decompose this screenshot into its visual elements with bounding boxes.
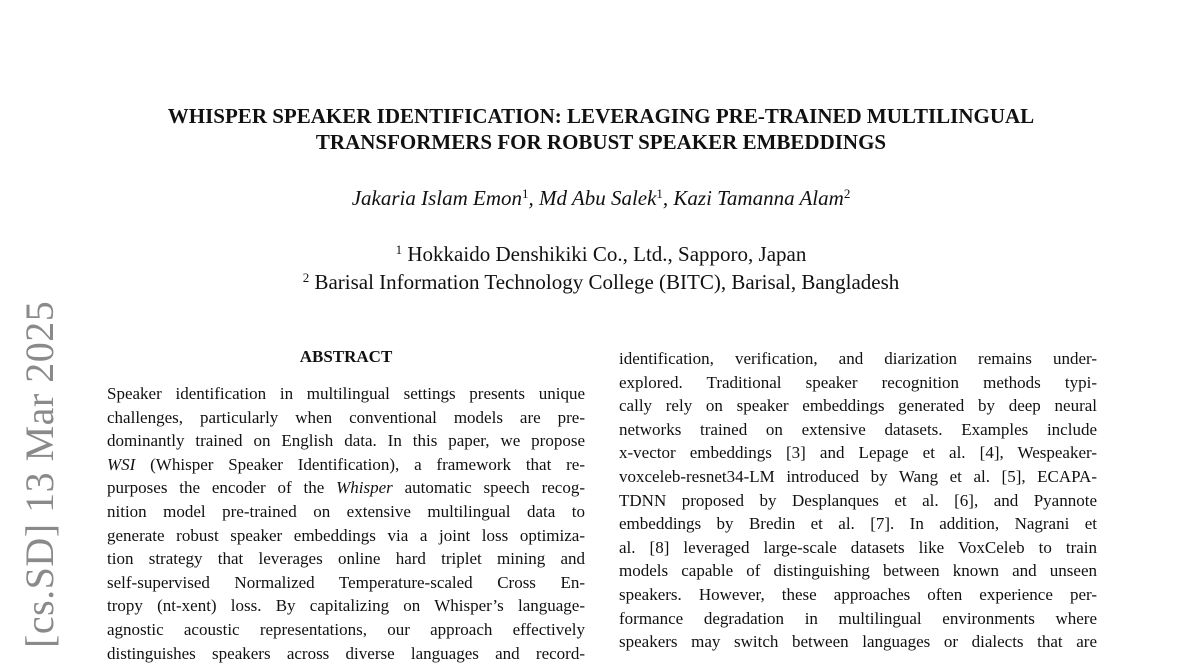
abstract-emphasis: WSI — [107, 454, 136, 474]
body-line: networks trained on extensive datasets. Examples include — [619, 419, 1097, 439]
abstract-body — [107, 382, 585, 665]
body-line: explored. Traditional speaker recognition methods typi- — [619, 372, 1097, 392]
author-name: Md Abu Salek — [539, 186, 657, 210]
abstract-line: dominantly trained on English data. In this paper, we propose — [107, 431, 585, 451]
affiliation-2 — [100, 268, 1102, 296]
body-line: identification, verification, and diarization remains under- — [619, 349, 1097, 368]
abstract-line: challenges, particularly when conventional models are pre- — [107, 407, 585, 427]
affiliation-text: Barisal Information Technology College (BITC), Barisal, Bangladesh — [309, 270, 900, 294]
abstract-text: (Whisper Speaker Identification), a framework that re- — [135, 454, 585, 474]
body-line: voxceleb-resnet34-LM introduced by Wang et al. [5], ECAPA- — [619, 466, 1097, 486]
body-line: x-vector embeddings [3] and Lepage et al. [4], Wespeaker- — [619, 443, 1097, 463]
body-line: al. [8] leveraged large-scale datasets like VoxCeleb to train — [619, 537, 1097, 557]
arxiv-sidebar-stamp — [16, 300, 76, 648]
abstract-line: nition model pre-trained on extensive multilingual data to — [107, 501, 585, 521]
abstract-line: tropy (nt-xent) loss. By capitalizing on Whisper’s language- — [107, 596, 585, 616]
abstract-text: purposes the encoder of the — [107, 478, 337, 498]
affiliation-1 — [100, 240, 1102, 268]
abstract-text: automatic speech recog- — [392, 478, 585, 498]
author-affil-mark: 1 — [522, 186, 529, 201]
author-affil-mark: 1 — [656, 186, 663, 201]
affiliation-number: 2 — [302, 270, 310, 285]
body-column-right — [619, 347, 1097, 654]
body-line: speakers may switch between languages or dialects that are — [619, 632, 1097, 652]
author-separator: , — [528, 186, 539, 210]
abstract-line: generate robust speaker embeddings via a joint loss optimiza- — [107, 525, 585, 545]
title-line-2: TRANSFORMERS FOR ROBUST SPEAKER EMBEDDINGS — [315, 130, 887, 154]
abstract-emphasis: Whisper — [336, 478, 393, 498]
abstract-line: agnostic acoustic representations, our approach effectively — [107, 619, 585, 639]
abstract-line — [107, 453, 585, 477]
body-line: cally rely on speaker embeddings generated by deep neural — [619, 396, 1097, 416]
affiliation-number: 1 — [395, 242, 403, 257]
author-separator: , — [662, 186, 674, 210]
body-line: speakers. However, these approaches often experience per- — [619, 584, 1097, 604]
affiliation-list — [100, 240, 1102, 296]
author-name: Kazi Tamanna Alam — [673, 186, 844, 210]
abstract-heading: ABSTRACT — [299, 347, 393, 366]
abstract-line: tion strategy that leverages online hard triplet mining and — [107, 549, 585, 569]
body-line: TDNN proposed by Desplanques et al. [6], and Pyannote — [619, 490, 1097, 510]
paper-title — [100, 103, 1102, 155]
abstract-line: self-supervised Normalized Temperature-scaled Cross En- — [107, 572, 585, 592]
abstract-line — [107, 476, 585, 500]
body-line: embeddings by Bredin et al. [7]. In addition, Nagrani et — [619, 514, 1097, 534]
author-name: Jakaria Islam Emon — [351, 186, 522, 210]
author-list — [100, 185, 1102, 211]
body-line: formance degradation in multilingual environments where — [619, 608, 1097, 628]
abstract-line: Speaker identification in multilingual settings presents unique — [107, 384, 585, 403]
title-line-1: WHISPER SPEAKER IDENTIFICATION: LEVERAGING PRE-TRAINED MULTILINGUAL — [167, 104, 1035, 128]
abstract-line: distinguishes speakers across diverse languages and record- — [107, 643, 585, 663]
body-line: models capable of distinguishing between known and unseen — [619, 561, 1097, 581]
arxiv-stamp-text: [cs.SD] 13 Mar 2025 — [17, 300, 62, 648]
author-affil-mark: 2 — [843, 186, 851, 201]
affiliation-text: Hokkaido Denshikiki Co., Ltd., Sapporo, Japan — [402, 242, 807, 266]
